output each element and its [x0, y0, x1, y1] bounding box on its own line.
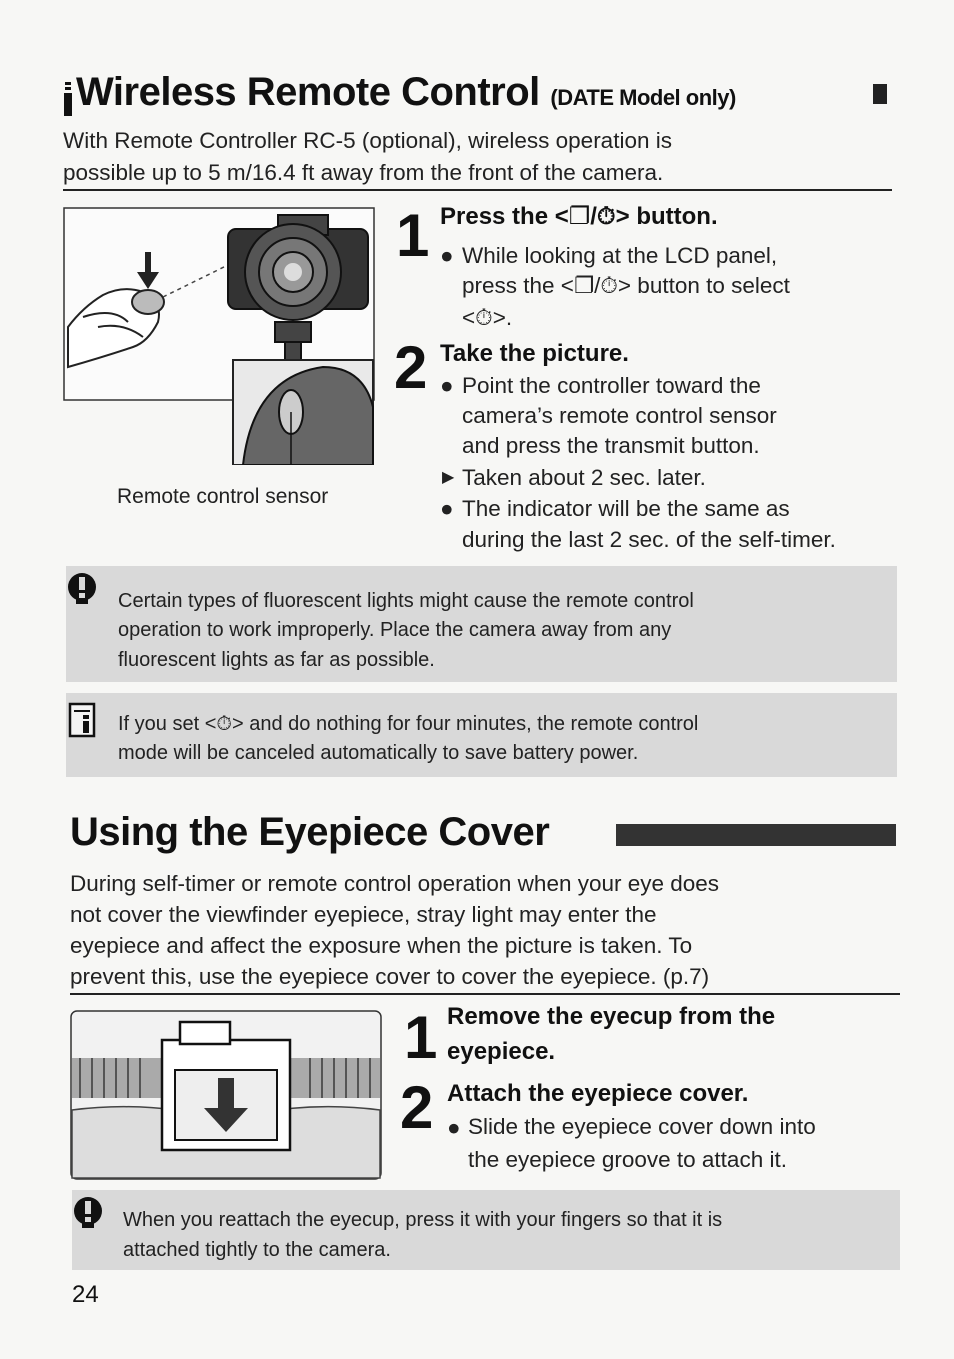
remote-mode-icon — [62, 82, 74, 116]
bullet-text: camera’s remote control sensor — [462, 403, 777, 428]
bullet-text: during the last 2 sec. of the self-timer. — [462, 527, 836, 552]
caution-text: fluorescent lights as far as possible. — [118, 649, 435, 671]
title-text: Wireless Remote Control — [76, 70, 540, 114]
step-title: Remove the eyecup from the — [447, 1003, 776, 1030]
title-end-mark — [873, 84, 887, 104]
bullet-text: press the <❐/⏱> button to select — [462, 273, 790, 298]
intro-line: With Remote Controller RC-5 (optional), wireless operation is — [63, 128, 672, 153]
intro-line: possible up to 5 m/16.4 ft away from the front of the camera. — [63, 160, 664, 185]
intro-line: eyepiece and affect the exposure when the picture is taken. To — [70, 933, 693, 958]
bullet-text: Taken about 2 sec. later. — [462, 465, 706, 490]
arrow-bullet: ▶ — [442, 469, 455, 486]
step-number: 1 — [404, 1004, 438, 1071]
page-number: 24 — [72, 1281, 99, 1308]
bullet-text: The indicator will be the same as — [462, 496, 790, 521]
bullet-text: <⏱>. — [462, 305, 513, 330]
figure-caption: Remote control sensor — [117, 485, 329, 508]
memo-text: If you set <⏱> and do nothing for four minutes, the remote control — [118, 713, 699, 735]
caution-icon — [66, 572, 98, 606]
step-number: 1 — [396, 202, 430, 269]
intro-line: prevent this, use the eyepiece cover to cover the eyepiece. (p.7) — [70, 964, 710, 989]
step-number: 2 — [394, 334, 428, 401]
step-title: Attach the eyepiece cover. — [447, 1080, 749, 1107]
remote-illustration — [63, 207, 375, 465]
bullet-dot: ● — [440, 373, 454, 398]
memo-text: mode will be canceled automatically to save battery power. — [118, 742, 639, 764]
bullet-text: While looking at the LCD panel, — [462, 243, 778, 268]
memo-icon — [68, 702, 98, 738]
section-title-wireless — [76, 70, 736, 115]
caution-text: operation to work improperly. Place the camera away from any — [118, 619, 672, 641]
step-title: eyepiece. — [447, 1038, 556, 1065]
bullet-dot: ● — [440, 496, 454, 521]
bullet-text: and press the transmit button. — [462, 433, 760, 458]
divider — [70, 993, 900, 995]
intro-line: not cover the viewfinder eyepiece, stray light may enter the — [70, 902, 657, 927]
bullet-text: the eyepiece groove to attach it. — [468, 1147, 787, 1172]
caution-text: attached tightly to the camera. — [123, 1239, 391, 1261]
intro-line: During self-timer or remote control operation when your eye does — [70, 871, 720, 896]
step-number: 2 — [400, 1074, 434, 1141]
step-title: Take the picture. — [440, 340, 629, 367]
bullet-text: Point the controller toward the — [462, 373, 761, 398]
step-title: Press the <❐/⏱> button. — [440, 203, 718, 230]
bullet-dot: ● — [447, 1115, 461, 1140]
divider — [63, 189, 892, 191]
bullet-text: Slide the eyepiece cover down into — [468, 1114, 816, 1139]
bullet-dot: ● — [440, 243, 454, 268]
section-title-eyepiece: Using the Eyepiece Cover — [70, 810, 550, 854]
eyepiece-illustration — [70, 1010, 382, 1180]
caution-text: Certain types of fluorescent lights might cause the remote control — [118, 590, 694, 612]
title-suffix: (DATE Model only) — [550, 85, 736, 110]
caution-text: When you reattach the eyecup, press it with your fingers so that it is — [123, 1209, 723, 1231]
caution-icon — [72, 1196, 104, 1230]
title-bar — [616, 824, 896, 846]
